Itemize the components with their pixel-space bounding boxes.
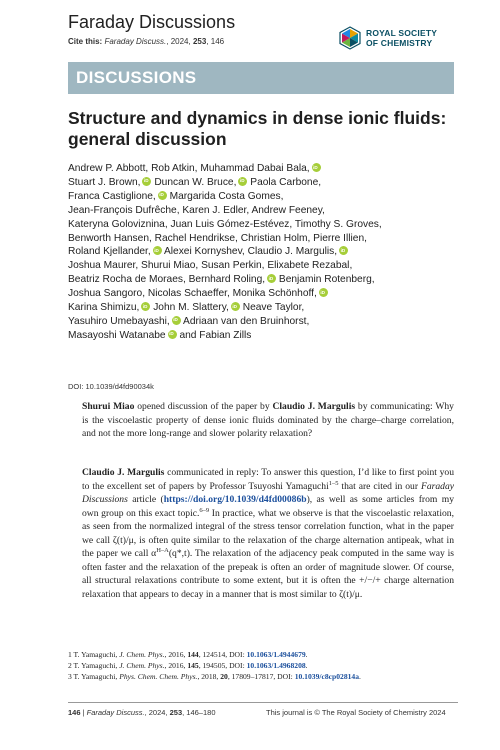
symbol-superscript: H–A (156, 546, 169, 554)
author-group: Karina Shimizu, (68, 302, 140, 314)
paragraph-text: ), as well as some articles from my own group on this exact topic. (82, 494, 454, 519)
author-group: Benworth Hansen, Rachel Hendrikse, Christian Holm, Pierre Illien, (68, 232, 367, 244)
author-group: Franca Castiglione, (68, 190, 156, 202)
orcid-icon[interactable] (339, 246, 348, 255)
journal-name: Faraday Discussions (82, 480, 454, 505)
reference-pages: , 17809–17817, DOI: (227, 672, 295, 681)
referenced-author: Claudio J. Margulis (272, 401, 356, 412)
reference-author: 3 T. Yamaguchi, (68, 672, 120, 681)
reference-author: 1 T. Yamaguchi, (68, 650, 120, 659)
copyright-notice: This journal is © The Royal Society of Chemistry 2024 (266, 708, 446, 717)
author-group: Andrew P. Abbott, Rob Atkin, Muhammad Dabai Bala, (68, 163, 310, 174)
reference-doi-link[interactable]: 10.1039/c8cp02814a (294, 672, 360, 681)
section-label: DISCUSSIONS (76, 68, 197, 87)
article-title: Structure and dynamics in dense ionic fluids: general discussion (68, 108, 447, 149)
reference-end: . (359, 672, 361, 681)
reference-author: 2 T. Yamaguchi, (68, 661, 120, 670)
orcid-icon[interactable] (153, 246, 162, 255)
reference-volume: 20 (220, 672, 228, 681)
reference-item (68, 649, 458, 660)
cite-journal: Faraday Discuss. (104, 37, 167, 46)
footer-citation: 146 | Faraday Discuss., 2024, 253, 146–180 (68, 708, 216, 717)
speaker-name: Shurui Miao (82, 401, 135, 412)
footer-year: , 2024, (144, 708, 170, 717)
article-doi[interactable]: DOI: 10.1039/d4fd90034k (68, 382, 154, 391)
author-group: Joshua Sangoro, Nicolas Schaeffer, Monika Schönhoff, (68, 288, 317, 300)
footer-pages: , 146–180 (182, 708, 216, 717)
page-number: 146 (68, 708, 81, 717)
author-group: Kateryna Goloviznina, Juan Luis Gómez-Estévez, Timothy S. Groves, (68, 218, 382, 230)
cite-label: Cite this: (68, 37, 103, 46)
publisher-line-2: OF CHEMISTRY (366, 38, 433, 48)
author-group: Paola Carbone, (250, 176, 322, 188)
author-group: Yasuhiro Umebayashi, (68, 315, 170, 327)
author-group: John M. Slattery, (153, 302, 229, 314)
author-group: Neave Taylor, (242, 302, 305, 314)
reference-journal: J. Chem. Phys. (119, 650, 165, 659)
reference-doi-link[interactable]: 10.1063/1.4944679 (246, 650, 306, 659)
author-group: Roland Kjellander, (68, 246, 151, 258)
reference-journal: J. Chem. Phys. (119, 661, 165, 670)
cite-page: , 146 (206, 37, 225, 46)
footer-divider (68, 702, 458, 703)
orcid-icon[interactable] (158, 191, 167, 200)
orcid-icon[interactable] (142, 177, 151, 186)
reference-journal: Phys. Chem. Chem. Phys. (119, 672, 198, 681)
publisher-line-1: ROYAL SOCIETY (366, 28, 438, 38)
citation-superscript[interactable]: 6–9 (199, 506, 210, 514)
reference-item (68, 671, 458, 682)
reference-volume: 144 (187, 650, 199, 659)
article-link[interactable]: https://doi.org/10.1039/d4fd00086b (163, 494, 307, 505)
reference-year: , 2016, (164, 650, 188, 659)
orcid-icon[interactable] (312, 163, 321, 172)
publisher-name (366, 28, 437, 48)
orcid-icon[interactable] (141, 302, 150, 311)
author-group: Stuart J. Brown, (68, 176, 141, 188)
reference-year: , 2018, (197, 672, 221, 681)
section-banner (68, 62, 454, 94)
reference-year: , 2016, (164, 661, 188, 670)
paragraph-text: that are cited in our (338, 480, 421, 492)
orcid-icon[interactable] (238, 177, 247, 186)
reference-item (68, 660, 458, 671)
author-group: Duncan W. Bruce, (154, 176, 237, 188)
paragraph-text: by communicating: Why is the viscoelastic property of dense ionic fluids dominated by the charge–charge correlation, and not the more long-range and slower polarity relaxation? (82, 401, 454, 439)
paragraph-text: opened discussion of the paper by (134, 401, 273, 412)
cite-volume: 253 (192, 37, 207, 46)
reference-doi-link[interactable]: 10.1063/1.4968208 (246, 661, 306, 670)
author-list (68, 162, 458, 343)
orcid-icon[interactable] (172, 316, 181, 325)
reference-list (68, 649, 458, 682)
publisher-logo[interactable] (338, 26, 448, 56)
reference-end: . (305, 650, 308, 659)
citation-line (68, 37, 224, 46)
reference-pages: , 124514, DOI: (198, 650, 247, 659)
footer-journal: Faraday Discuss. (86, 708, 145, 717)
orcid-icon[interactable] (319, 288, 328, 297)
paragraph-text: In practice, what we observe is that the viscoelastic relaxation, as seen from the normalized integral of the stress tensor correlation function, what in the paper we call ζ(t)/μ, is often quite similar to the relaxation of the charge alternation antipeak, what in the paper we call α (82, 507, 454, 559)
author-group: and Fabian Zills (179, 329, 252, 341)
paragraph-text: (q*,t). The relaxation of the adjacency peak computed in the same way is often faster and the relaxation of the prepeak is often an order of magnitude slower. Of course, all structural relaxations contribute to some extent, but it is often the +/−/+ charge alternation relaxation that appears to decay in a manner that is most similar to ζ(t)/μ. (82, 548, 454, 600)
author-group: Joshua Maurer, Shurui Miao, Susan Perkin, Elixabete Rezabal, (68, 260, 353, 272)
journal-title: Faraday Discussions (68, 12, 236, 32)
reference-pages: , 194505, DOI: (198, 661, 247, 670)
citation-superscript[interactable]: 1–5 (328, 479, 339, 487)
author-group: Alexei Kornyshev, Claudio J. Margulis, (163, 246, 338, 258)
orcid-icon[interactable] (231, 302, 240, 311)
orcid-icon[interactable] (168, 330, 177, 339)
author-group: Margarida Costa Gomes, (169, 190, 284, 202)
orcid-icon[interactable] (267, 274, 276, 283)
paragraph-text: communicated in reply: To answer this question, I’d like to first point you to the excellent set of papers by Professor Tsuyoshi Yamaguchi (82, 467, 454, 492)
discussion-paragraph (82, 400, 454, 441)
reference-end: . (305, 661, 308, 670)
discussion-paragraph (82, 466, 454, 601)
reference-volume: 145 (187, 661, 199, 670)
paragraph-text: article ( (127, 494, 164, 505)
rsc-crest-icon (338, 26, 362, 50)
cite-year: , 2024, (166, 37, 191, 46)
author-group: Benjamin Rotenberg, (278, 274, 375, 286)
author-group: Masayoshi Watanabe (68, 329, 166, 341)
speaker-name: Claudio J. Margulis (82, 467, 165, 478)
footer-volume: 253 (169, 708, 183, 717)
author-group: Beatriz Rocha de Moraes, Bernhard Roling, (68, 274, 266, 286)
author-group: Jean-François Dufrêche, Karen J. Edler, Andrew Feeney, (68, 204, 325, 216)
author-group: Adriaan van den Bruinhorst, (183, 315, 310, 327)
